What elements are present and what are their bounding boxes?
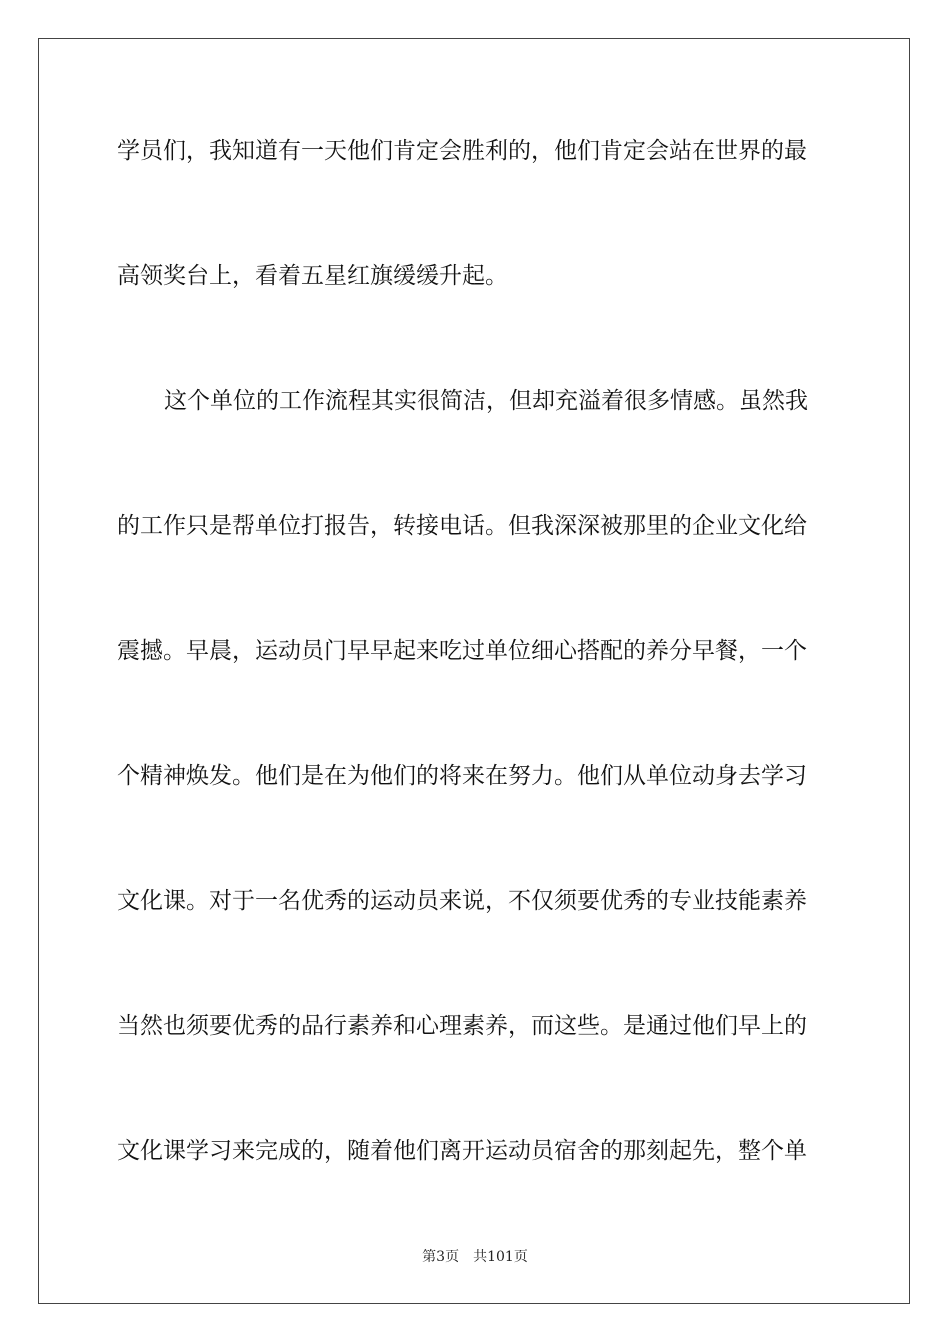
page-number: 第3页 (422, 1249, 460, 1265)
text-line: 当然也须要优秀的品行素养和心理素养，而这些。是通过他们早上的 (117, 1013, 807, 1039)
text-line: 文化课学习来完成的，随着他们离开运动员宿舍的那刻起先，整个单 (117, 1138, 807, 1164)
text-line: 文化课。对于一名优秀的运动员来说，不仅须要优秀的专业技能素养 (117, 888, 807, 914)
text-line: 个精神焕发。他们是在为他们的将来在努力。他们从单位动身去学习 (117, 763, 807, 789)
paragraph-first-line: 这个单位的工作流程其实很简洁，但却充溢着很多情感。虽然我 (164, 388, 808, 414)
text-line: 高领奖台上，看着五星红旗缓缓升起。 (117, 263, 508, 289)
page-footer (0, 1248, 950, 1266)
page-total: 共101页 (473, 1249, 528, 1265)
text-line: 震撼。早晨，运动员门早早起来吃过单位细心搭配的养分早餐，一个 (117, 638, 807, 664)
text-line: 学员们，我知道有一天他们肯定会胜利的，他们肯定会站在世界的最 (117, 138, 807, 164)
page-border (38, 38, 910, 1304)
text-line: 的工作只是帮单位打报告，转接电话。但我深深被那里的企业文化给 (117, 513, 807, 539)
